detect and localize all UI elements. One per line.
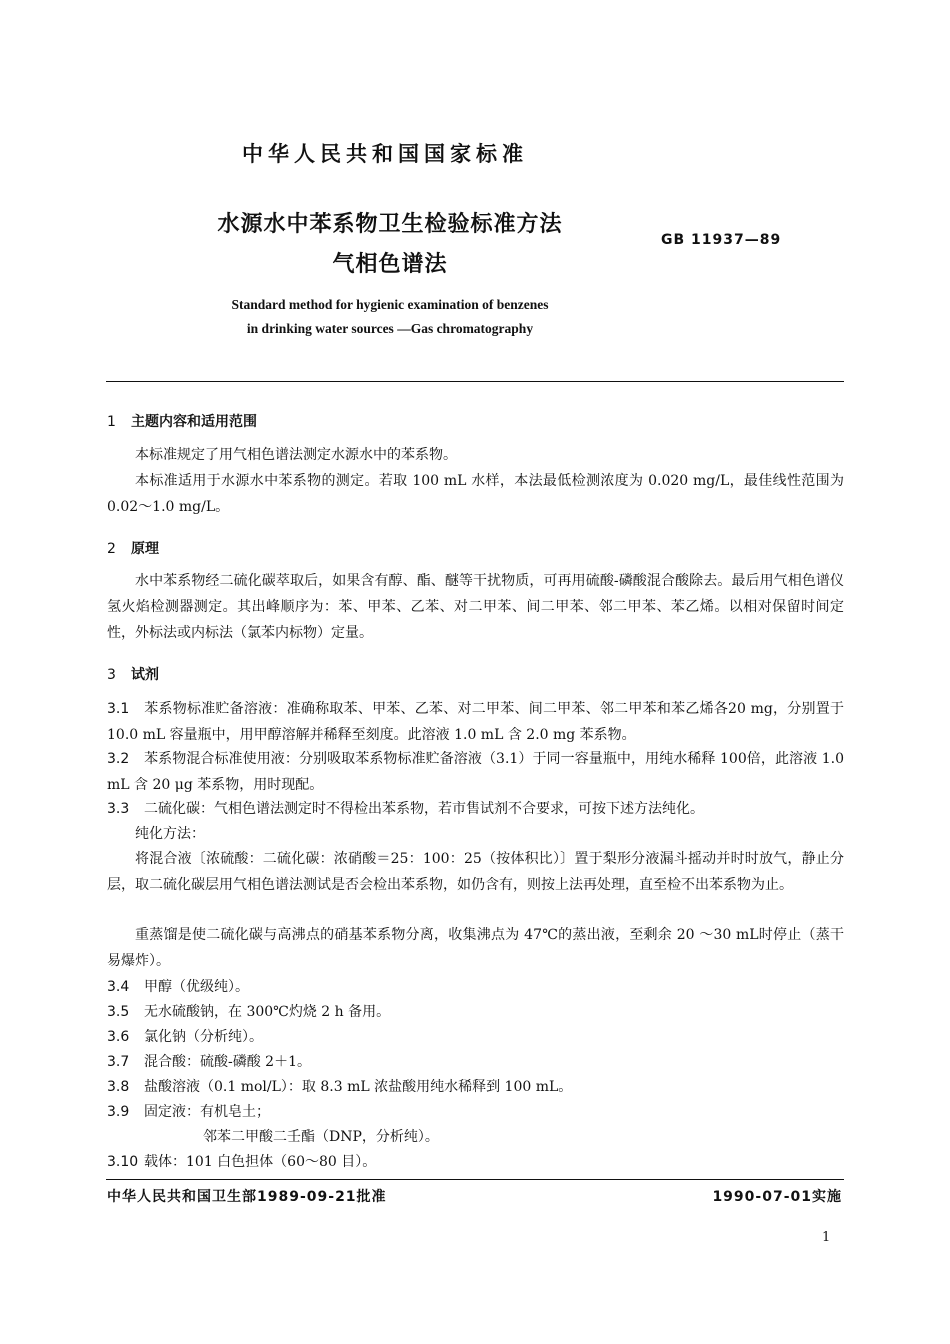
section-1-paragraph-2: 本标准适用于水源水中苯系物的测定。若取 100 mL 水样，本法最低检测浓度为 0.020 mg/L，最佳线性范围为 0.02～1.0 mg/L。 [107,473,844,515]
section-title: 主题内容和适用范围 [131,414,257,430]
reagent-text: 氯化钠（分析纯）。 [144,1029,263,1045]
reagent-text: 甲醇（优级纯）。 [144,979,249,995]
reagent-text: 固定液：有机皂土； [144,1104,270,1120]
reagent-text: 盐酸溶液（0.1 mol/L）：取 8.3 mL 浓盐酸用纯水稀释到 100 mL。 [144,1079,573,1095]
reagent-item [107,1024,844,1050]
section-number: 2 [107,541,116,557]
purification-paragraph-1: 将混合液〔浓硫酸：二硫化碳：浓硝酸＝25：100：25（按体积比）〕置于梨形分液漏斗摇动并时时放气，静止分层，取二硫化碳层用气相色谱法测试是否会检出苯系物，如仍含有，则按上法再处理，直至检不出苯系物为止。 [107,851,844,893]
national-standard-title: 中华人民共和国国家标准 [242,142,528,166]
section-1-paragraph-1: 本标准规定了用气相色谱法测定水源水中的苯系物。 [135,447,457,463]
reagent-item [107,1074,844,1100]
reagent-text: 载体：101 白色担体（60～80 目）。 [144,1154,377,1170]
implementation-date: 1990-07-01实施 [712,1189,842,1205]
reagent-item [107,1049,844,1075]
standard-number: GB 11937—89 [661,232,782,248]
english-title-line2: in drinking water sources —Gas chromatography [246,321,534,336]
section-2-paragraph-1: 水中苯系物经二硫化碳萃取后，如果含有醇、酯、醚等干扰物质，可再用硫酸-磷酸混合酸除去。最后用气相色谱仪氢火焰检测器测定。其出峰顺序为：苯、甲苯、乙苯、对二甲苯、间二甲苯、邻二甲苯、苯乙烯。以相对保留时间定性，外标法或内标法（氯苯内标物）定量。 [107,573,844,641]
reagent-item [107,974,844,1000]
reagent-item [107,746,844,798]
reagent-number: 3.4 [107,979,130,995]
reagent-text: 混合酸：硫酸-磷酸 2＋1。 [144,1054,311,1070]
document-title-line1: 水源水中苯系物卫生检验标准方法 [217,212,563,237]
reagent-item [107,999,844,1025]
reagent-number: 3.2 [107,751,130,767]
header-divider [106,381,844,382]
reagent-item-3-9-continuation: 邻苯二甲酸二壬酯（DNP，分析纯）。 [203,1129,439,1145]
page-number: 1 [822,1230,831,1245]
section-title: 试剂 [131,667,159,683]
section-number: 3 [107,667,116,683]
reagent-number: 3.1 [107,701,130,717]
purification-paragraph-2: 重蒸馏是使二硫化碳与高沸点的硝基苯系物分离，收集沸点为 47℃的蒸出液，至剩余 20 ～30 mL时停止（蒸干易爆炸）。 [107,927,844,969]
english-title-line1: Standard method for hygienic examination of benzenes [231,297,549,312]
reagent-number: 3.9 [107,1104,130,1120]
reagent-item [107,796,844,822]
section-heading-3 [107,664,159,684]
reagent-text: 苯系物标准贮备溶液：准确称取苯、甲苯、乙苯、对二甲苯、间二甲苯、邻二甲苯和苯乙烯各20 mg，分别置于 10.0 mL 容量瓶中，用甲醇溶解并稀释至刻度。此溶液 1.0 mL 含 2.0 mg 苯系物。 [107,701,844,743]
reagent-text: 无水硫酸钠，在 300℃灼烧 2 h 备用。 [144,1004,391,1020]
document-title-line2: 气相色谱法 [332,252,448,277]
purification-label: 纯化方法： [135,826,205,842]
reagent-text: 苯系物混合标准使用液：分别吸取苯系物标准贮备溶液（3.1）于同一容量瓶中，用纯水稀释 100倍，此溶液 1.0 mL 含 20 μg 苯系物，用时现配。 [107,751,844,793]
reagent-text: 二硫化碳：气相色谱法测定时不得检出苯系物，若市售试剂不合要求，可按下述方法纯化。 [144,801,704,817]
reagent-number: 3.8 [107,1079,130,1095]
section-title: 原理 [131,541,159,557]
reagent-number: 3.7 [107,1054,130,1070]
reagent-item [107,696,844,748]
reagent-item [107,1149,844,1175]
section-number: 1 [107,414,116,430]
reagent-number: 3.5 [107,1004,130,1020]
section-heading-2 [107,538,159,558]
reagent-item [107,1099,844,1125]
reagent-number: 3.10 [107,1154,139,1170]
reagent-number: 3.6 [107,1029,130,1045]
footer-divider [106,1179,844,1180]
section-heading-1 [107,411,257,431]
approval-line: 中华人民共和国卫生部1989-09-21批准 [107,1189,387,1205]
reagent-number: 3.3 [107,801,130,817]
